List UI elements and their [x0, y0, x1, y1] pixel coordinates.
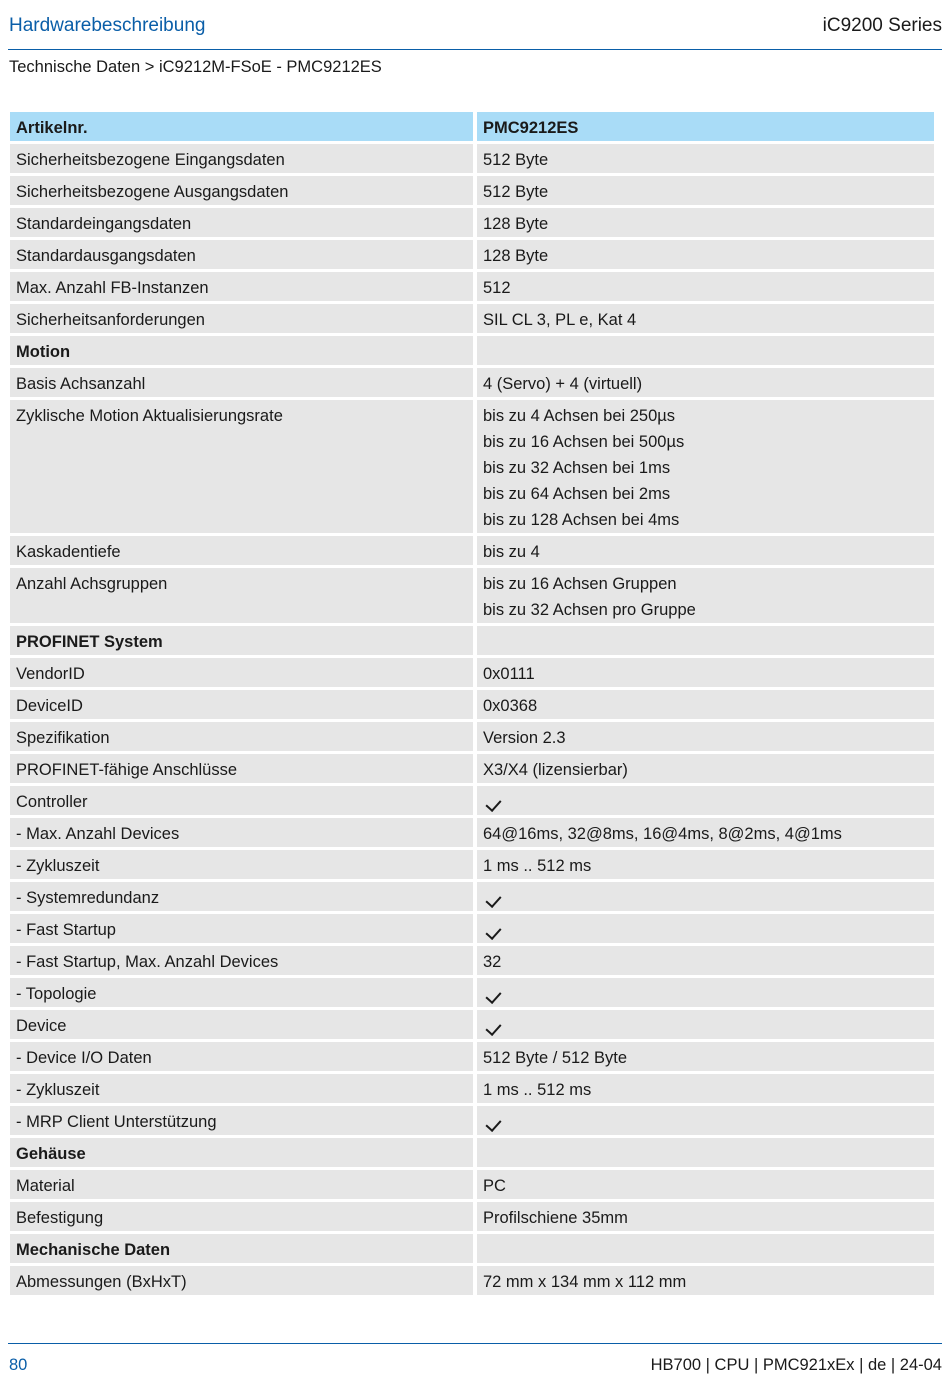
- table-row: [10, 786, 934, 815]
- row-label: Zyklische Motion Aktualisierungsrate: [10, 400, 473, 533]
- row-label: Max. Anzahl FB-Instanzen: [10, 272, 473, 301]
- value-line: 1 ms .. 512 ms: [483, 1081, 592, 1099]
- table-row: [10, 176, 934, 205]
- row-value: [477, 1106, 934, 1135]
- row-value: [477, 850, 934, 879]
- value-line: bis zu 32 Achsen bei 1ms: [483, 459, 671, 477]
- row-label: Motion: [10, 336, 473, 365]
- row-label: - Fast Startup, Max. Anzahl Devices: [10, 946, 473, 975]
- row-label: PROFINET-fähige Anschlüsse: [10, 754, 473, 783]
- value-line: bis zu 4: [483, 543, 540, 561]
- row-label: Sicherheitsanforderungen: [10, 304, 473, 333]
- row-label: - Max. Anzahl Devices: [10, 818, 473, 847]
- row-label: Standardausgangsdaten: [10, 240, 473, 269]
- value-line: bis zu 128 Achsen bei 4ms: [483, 511, 680, 529]
- row-label: - Zykluszeit: [10, 850, 473, 879]
- row-value: [477, 272, 934, 301]
- row-value: [477, 536, 934, 565]
- table-row: [10, 272, 934, 301]
- row-value: [477, 978, 934, 1007]
- value-line: 512 Byte: [483, 151, 549, 169]
- row-value: [477, 818, 934, 847]
- table-row: [10, 754, 934, 783]
- table-section-row: [10, 1138, 934, 1167]
- row-value: [477, 754, 934, 783]
- checkmark-icon: [485, 796, 501, 812]
- row-label: DeviceID: [10, 690, 473, 719]
- value-line: PC: [483, 1177, 506, 1195]
- checkmark-icon: [485, 988, 501, 1004]
- value-line: SIL CL 3, PL e, Kat 4: [483, 311, 637, 329]
- table-section-row: [10, 1234, 934, 1263]
- row-value: [477, 786, 934, 815]
- row-label: Material: [10, 1170, 473, 1199]
- footer-divider: [8, 1343, 942, 1344]
- checkmark-icon: [485, 924, 501, 940]
- table-section-row: [10, 626, 934, 655]
- table-header-row: [10, 112, 934, 141]
- table-row: [10, 568, 934, 623]
- row-value: [477, 882, 934, 911]
- row-value: [477, 946, 934, 975]
- value-line: 4 (Servo) + 4 (virtuell): [483, 375, 643, 393]
- value-line: 512: [483, 279, 511, 297]
- row-label: Basis Achsanzahl: [10, 368, 473, 397]
- table-row: [10, 914, 934, 943]
- row-value: [477, 368, 934, 397]
- table-row: [10, 1106, 934, 1135]
- document-info: HB700 | CPU | PMC921xEx | de | 24-04: [650, 1356, 942, 1374]
- row-value: [477, 626, 934, 655]
- row-value: [477, 1202, 934, 1231]
- row-value: [477, 400, 934, 533]
- row-value: [477, 658, 934, 687]
- row-value: [477, 1042, 934, 1071]
- row-value: [477, 208, 934, 237]
- table-row: [10, 1074, 934, 1103]
- row-value: [477, 1074, 934, 1103]
- table-row: [10, 208, 934, 237]
- checkmark-icon: [485, 892, 501, 908]
- table-row: [10, 536, 934, 565]
- row-value: [477, 176, 934, 205]
- row-label: PROFINET System: [10, 626, 473, 655]
- spec-table-body: [10, 112, 934, 1295]
- row-value: [477, 1138, 934, 1167]
- row-label: - MRP Client Unterstützung: [10, 1106, 473, 1135]
- row-value: [477, 1010, 934, 1039]
- table-row: [10, 850, 934, 879]
- table-row: [10, 722, 934, 751]
- row-label: Kaskadentiefe: [10, 536, 473, 565]
- row-label: Controller: [10, 786, 473, 815]
- row-label: - Fast Startup: [10, 914, 473, 943]
- value-line: PMC9212ES: [483, 119, 579, 137]
- row-label: Mechanische Daten: [10, 1234, 473, 1263]
- row-label: Gehäuse: [10, 1138, 473, 1167]
- table-row: [10, 304, 934, 333]
- value-line: Profilschiene 35mm: [483, 1209, 628, 1227]
- table-row: [10, 144, 934, 173]
- row-value: [477, 568, 934, 623]
- table-section-row: [10, 336, 934, 365]
- row-label: Sicherheitsbezogene Ausgangsdaten: [10, 176, 473, 205]
- value-line: bis zu 16 Achsen bei 500µs: [483, 433, 685, 451]
- page-number: 80: [9, 1356, 28, 1374]
- row-value: [477, 240, 934, 269]
- row-label: VendorID: [10, 658, 473, 687]
- row-label: - Systemredundanz: [10, 882, 473, 911]
- row-label: Befestigung: [10, 1202, 473, 1231]
- table-row: [10, 1202, 934, 1231]
- value-line: 128 Byte: [483, 215, 549, 233]
- value-line: 128 Byte: [483, 247, 549, 265]
- value-line: 512 Byte: [483, 183, 549, 201]
- row-value: [477, 112, 934, 141]
- value-line: bis zu 16 Achsen Gruppen: [483, 575, 677, 593]
- table-row: [10, 1266, 934, 1295]
- table-row: [10, 946, 934, 975]
- row-value: [477, 304, 934, 333]
- value-line: 72 mm x 134 mm x 112 mm: [483, 1273, 687, 1291]
- table-row: [10, 400, 934, 533]
- table-row: [10, 240, 934, 269]
- value-line: 32: [483, 953, 502, 971]
- table-row: [10, 1042, 934, 1071]
- value-line: 512 Byte / 512 Byte: [483, 1049, 628, 1067]
- value-line: bis zu 32 Achsen pro Gruppe: [483, 601, 696, 619]
- row-value: [477, 1234, 934, 1263]
- row-label: - Zykluszeit: [10, 1074, 473, 1103]
- section-title: Hardwarebeschreibung: [9, 15, 206, 36]
- table-row: [10, 978, 934, 1007]
- value-line: bis zu 64 Achsen bei 2ms: [483, 485, 671, 503]
- table-row: [10, 882, 934, 911]
- value-line: 0x0368: [483, 697, 538, 715]
- row-label: Abmessungen (BxHxT): [10, 1266, 473, 1295]
- value-line: 64@16ms, 32@8ms, 16@4ms, 8@2ms, 4@1ms: [483, 825, 842, 843]
- row-value: [477, 1266, 934, 1295]
- table-row: [10, 658, 934, 687]
- row-label: Sicherheitsbezogene Eingangsdaten: [10, 144, 473, 173]
- table-row: [10, 1170, 934, 1199]
- value-line: 1 ms .. 512 ms: [483, 857, 592, 875]
- value-line: 0x0111: [483, 665, 535, 683]
- checkmark-icon: [485, 1116, 501, 1132]
- row-label: Standardeingangsdaten: [10, 208, 473, 237]
- row-value: [477, 914, 934, 943]
- row-label: Anzahl Achsgruppen: [10, 568, 473, 623]
- value-line: bis zu 4 Achsen bei 250µs: [483, 407, 676, 425]
- row-value: [477, 722, 934, 751]
- value-line: X3/X4 (lizensierbar): [483, 761, 628, 779]
- row-label: Device: [10, 1010, 473, 1039]
- row-label: - Device I/O Daten: [10, 1042, 473, 1071]
- row-value: [477, 1170, 934, 1199]
- row-value: [477, 336, 934, 365]
- checkmark-icon: [485, 1020, 501, 1036]
- header-divider: [8, 49, 942, 50]
- row-label: Spezifikation: [10, 722, 473, 751]
- value-line: Version 2.3: [483, 729, 566, 747]
- row-label: - Topologie: [10, 978, 473, 1007]
- table-row: [10, 1010, 934, 1039]
- series-name: iC9200 Series: [822, 15, 942, 36]
- table-row: [10, 368, 934, 397]
- table-row: [10, 690, 934, 719]
- row-label: Artikelnr.: [10, 112, 473, 141]
- breadcrumb: Technische Daten > iC9212M-FSoE - PMC9212ES: [9, 58, 382, 76]
- spec-table: [6, 109, 938, 1298]
- row-value: [477, 144, 934, 173]
- table-row: [10, 818, 934, 847]
- row-value: [477, 690, 934, 719]
